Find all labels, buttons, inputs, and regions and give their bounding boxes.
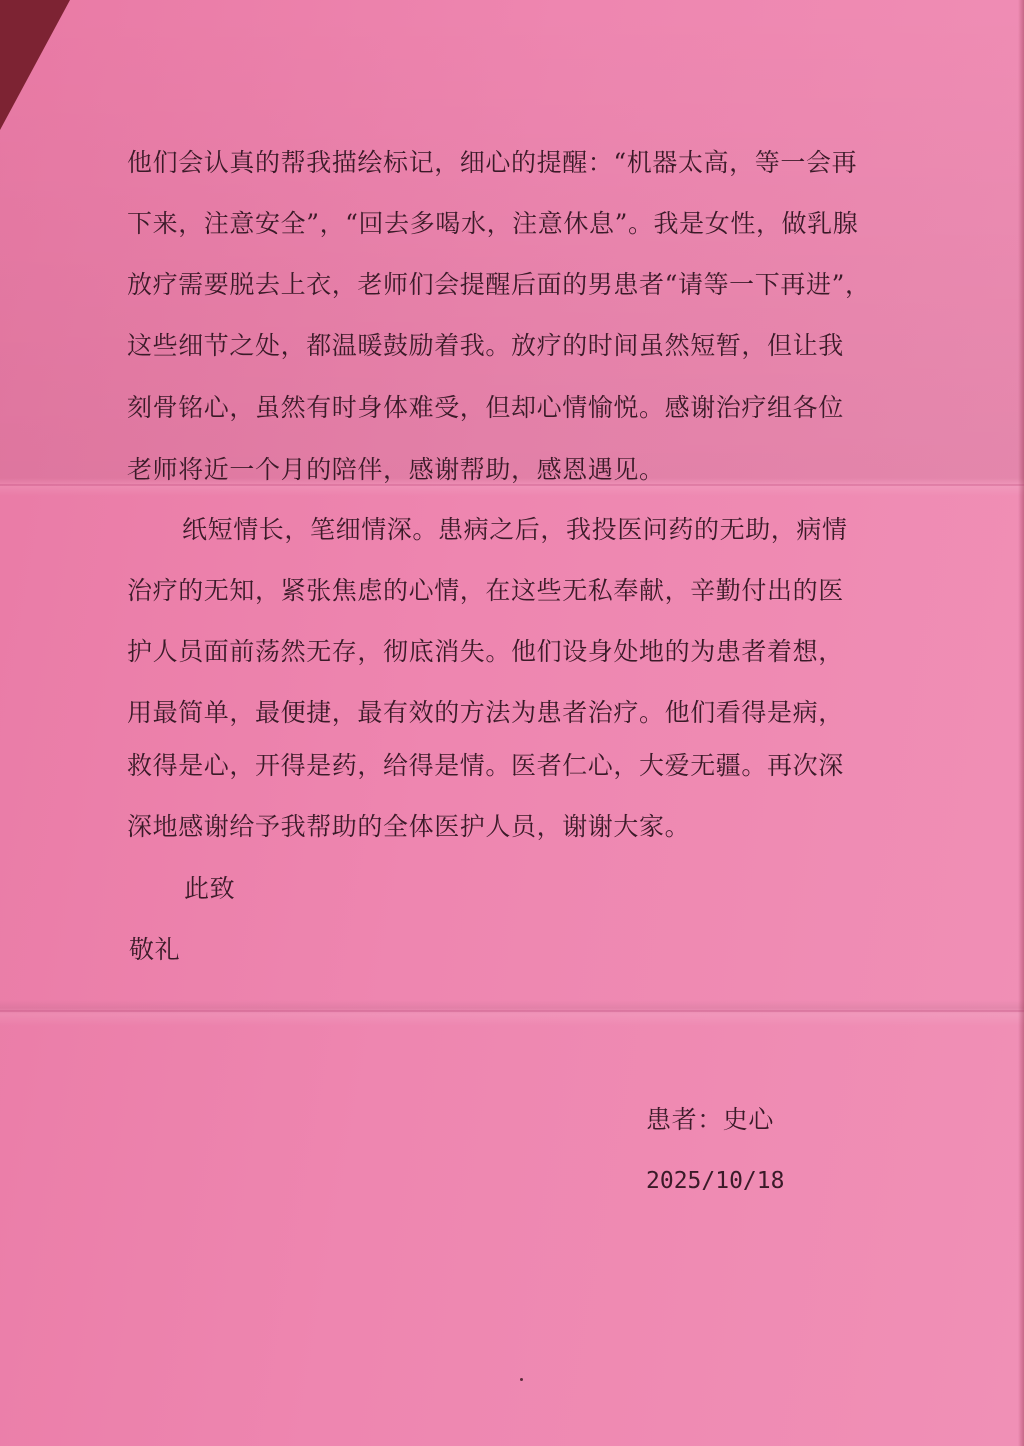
paragraph1-line-6: 老师将近一个月的陪伴，感谢帮助，感恩遇见。 [127, 455, 665, 484]
paragraph2-line-5: 救得是心，开得是药，给得是情。医者仁心，大爱无疆。再次深 [127, 751, 844, 780]
paragraph1-line-2: 下来，注意安全”，“回去多喝水，注意休息”。我是女性，做乳腺 [127, 209, 859, 238]
paragraph1-line-4: 这些细节之处，都温暖鼓励着我。放疗的时间虽然短暂，但让我 [127, 331, 844, 360]
paragraph1-line-5: 刻骨铭心，虽然有时身体难受，但却心情愉悦。感谢治疗组各位 [127, 393, 844, 422]
fold-crease-lower [0, 1010, 1024, 1012]
paragraph2-line-4: 用最简单，最便捷，最有效的方法为患者治疗。他们看得是病， [127, 698, 844, 727]
letter-date: 2025/10/18 [646, 1168, 785, 1194]
paragraph2-line-1: 纸短情长，笔细情深。患病之后，我投医问药的无助，病情 [182, 515, 848, 544]
paper-edge [1018, 0, 1024, 1446]
salutation-text: 敬礼 [129, 935, 181, 964]
paragraph2-line-3: 护人员面前荡然无存，彻底消失。他们设身处地的为患者着想， [127, 637, 844, 666]
paragraph2-line-6: 深地感谢给予我帮助的全体医护人员，谢谢大家。 [127, 812, 691, 841]
paper-speck [520, 1378, 523, 1381]
closing-text: 此致 [184, 874, 236, 903]
folded-corner [0, 0, 70, 130]
signature: 患者：史心 [646, 1105, 775, 1134]
paragraph2-line-2: 治疗的无知，紧张焦虑的心情，在这些无私奉献，辛勤付出的医 [127, 576, 844, 605]
paragraph1-line-3: 放疗需要脱去上衣，老师们会提醒后面的男患者“请等一下再进”， [127, 270, 871, 299]
paragraph1-line-1: 他们会认真的帮我描绘标记，细心的提醒：“机器太高，等一会再 [127, 148, 858, 177]
